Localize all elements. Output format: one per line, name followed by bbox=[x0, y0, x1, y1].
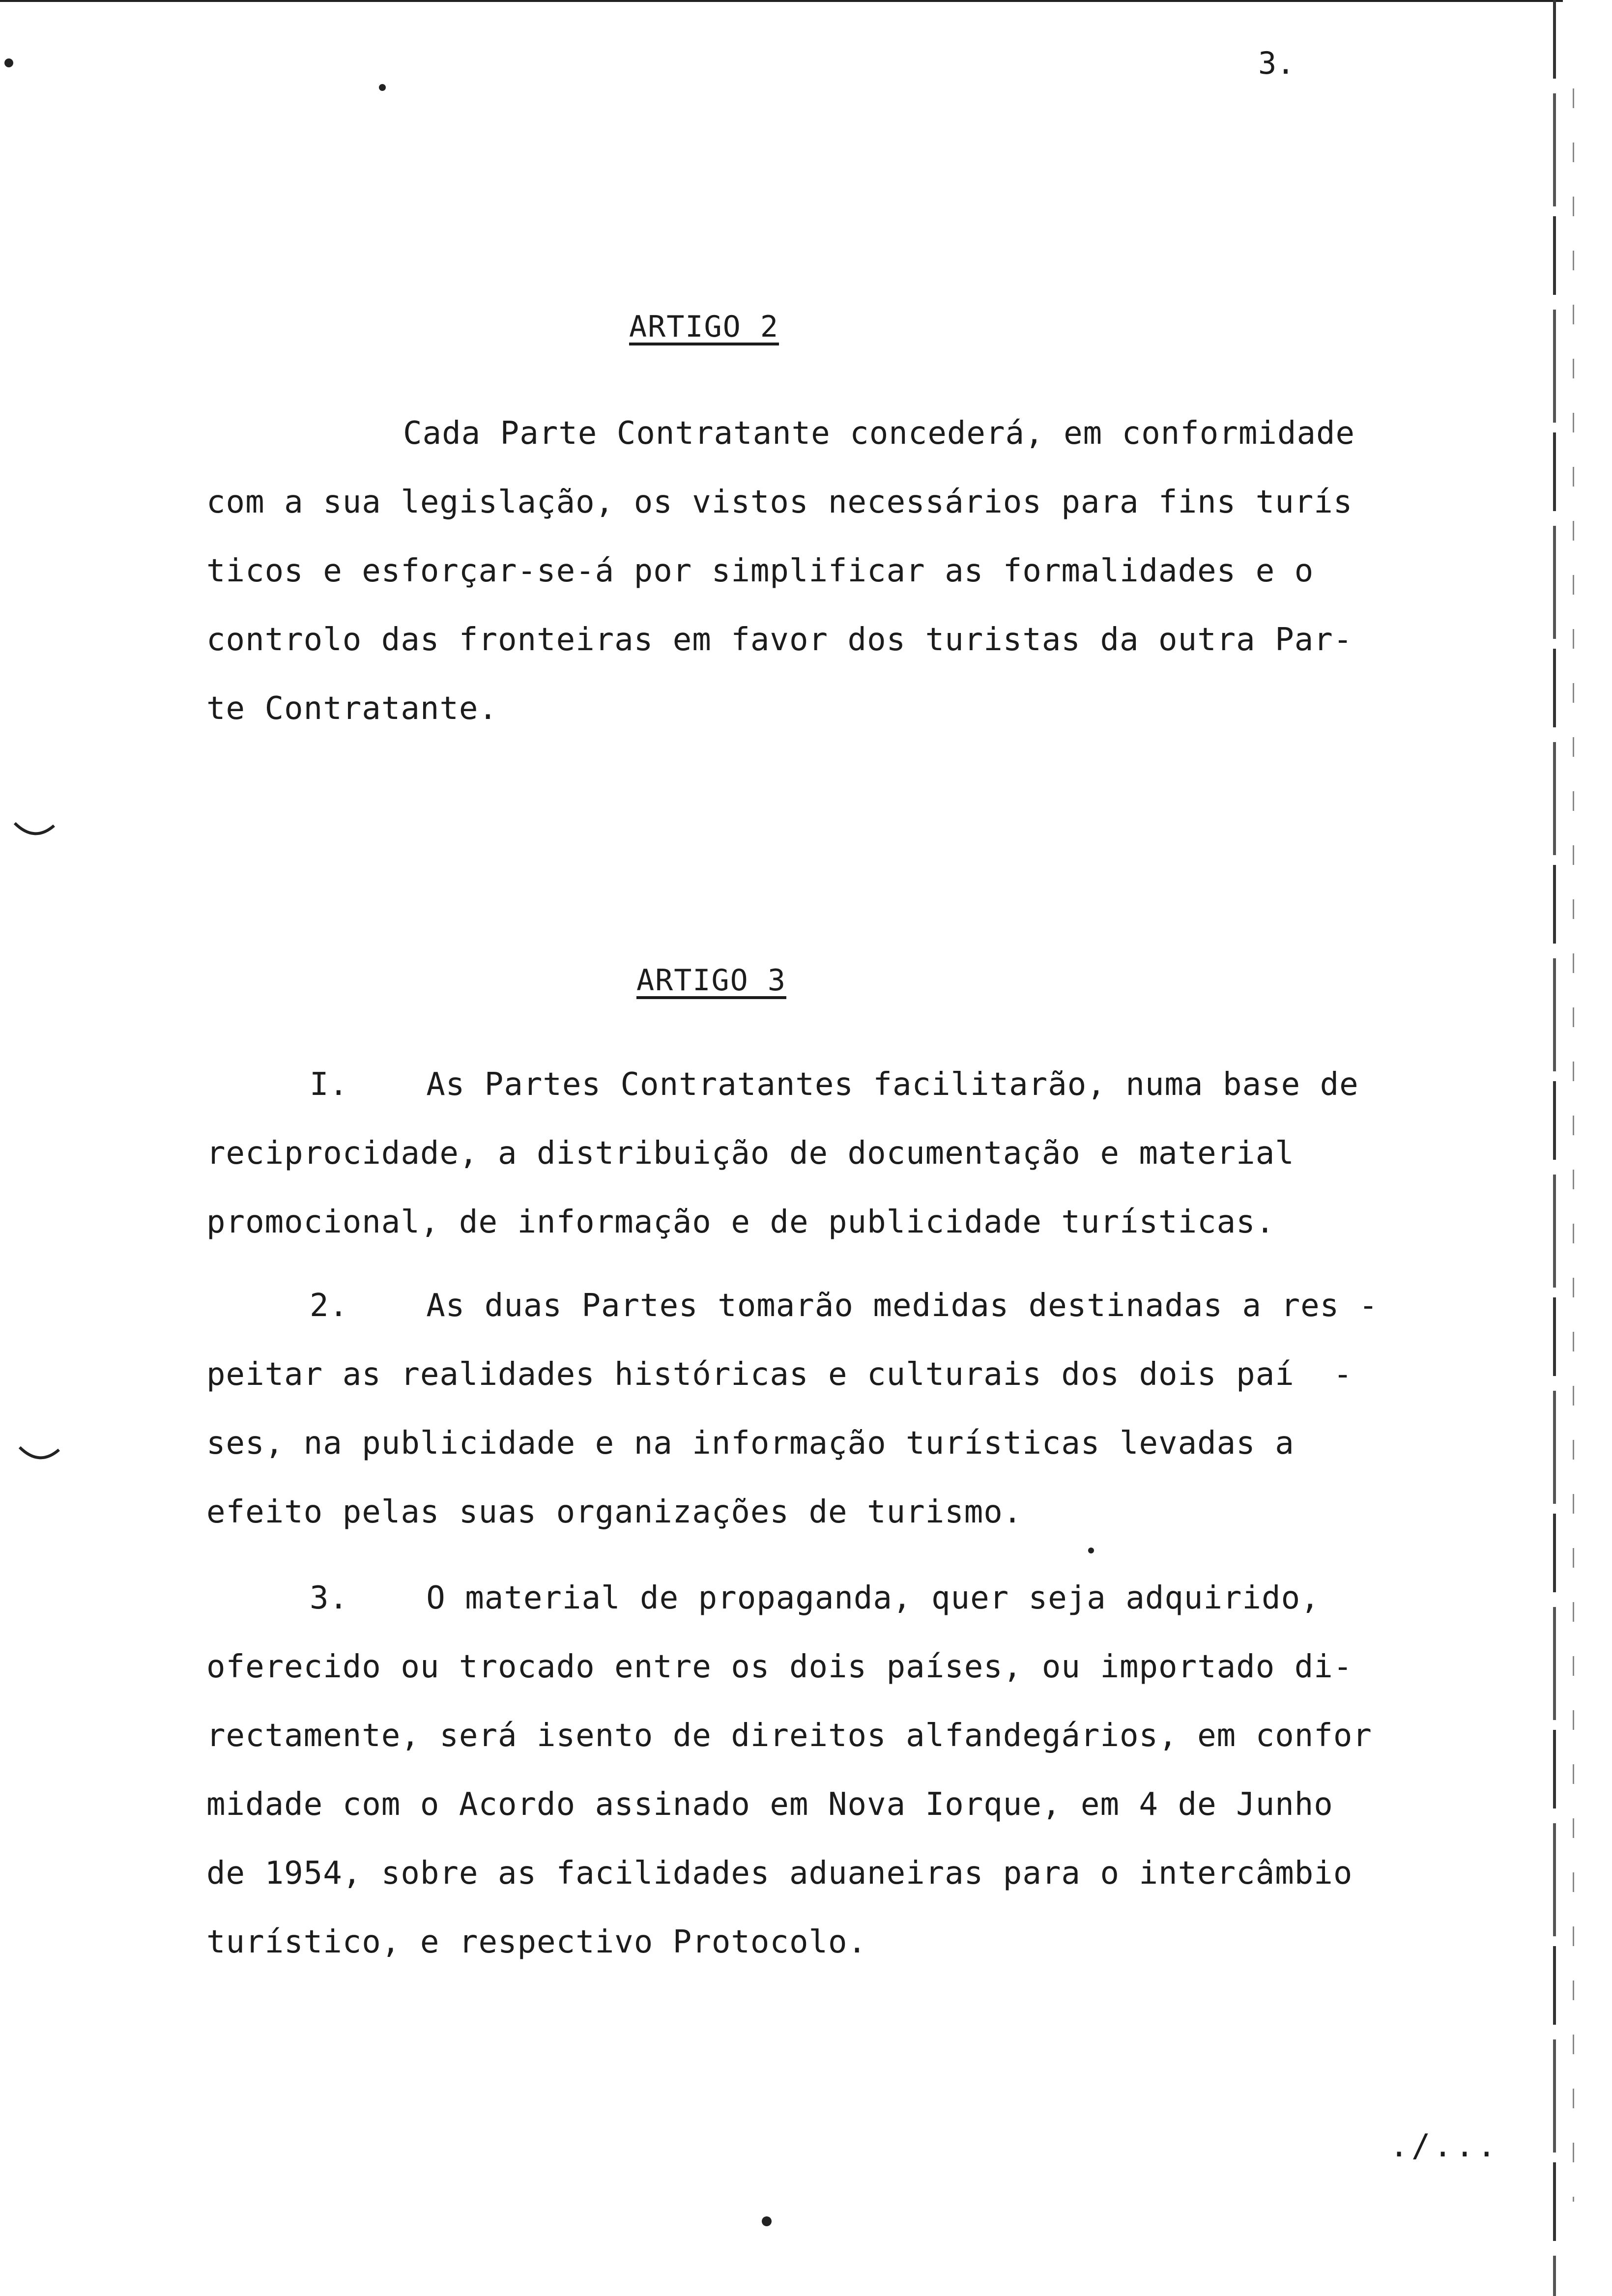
continuation-marker: ./... bbox=[1389, 2128, 1499, 2164]
article-3-paragraph-2-line: ses, na publicidade e na informação turísticas levadas a bbox=[206, 1425, 1295, 1462]
article-3-paragraph-3-line: midade com o Acordo assinado em Nova Iorque, em 4 de Junho bbox=[206, 1786, 1333, 1823]
article-3-paragraph-3-line: rectamente, será isento de direitos alfandegários, em confor bbox=[206, 1718, 1372, 1754]
article-2-line: Cada Parte Contratante concederá, em conformidade bbox=[403, 415, 1355, 452]
scan-right-edge-inner bbox=[1573, 88, 1574, 2202]
article-2-line: controlo das fronteiras em favor dos turistas da outra Par- bbox=[206, 622, 1353, 658]
article-3-paragraph-2-line: efeito pelas suas organizações de turismo. bbox=[206, 1494, 1023, 1530]
article-3-paragraph-1-line: promocional, de informação e de publicidade turísticas. bbox=[206, 1204, 1275, 1240]
article-3-paragraph-1-line: reciprocidade, a distribuição de documentação e material bbox=[206, 1135, 1295, 1172]
article-3-paragraph-2-line: 2. As duas Partes tomarão medidas destinadas a res - bbox=[310, 1288, 1379, 1324]
article-3-paragraph-3-line: 3. O material de propaganda, quer seja adquirido, bbox=[310, 1580, 1320, 1616]
page-number: 3. bbox=[1258, 45, 1295, 81]
article-3-paragraph-3-line: de 1954, sobre as facilidades aduaneiras para o intercâmbio bbox=[206, 1855, 1353, 1892]
article-3-paragraph-1-line: I. As Partes Contratantes facilitarão, numa base de bbox=[310, 1066, 1359, 1103]
article-3-paragraph-3-line: turístico, e respectivo Protocolo. bbox=[206, 1924, 867, 1960]
article-2-line: ticos e esforçar-se-á por simplificar as formalidades e o bbox=[206, 553, 1314, 589]
article-3-paragraph-2-line: peitar as realidades históricas e culturais dos dois paí - bbox=[206, 1356, 1353, 1393]
article-2-line: com a sua legislação, os vistos necessários para fins turís bbox=[206, 484, 1353, 520]
scan-right-edge bbox=[1553, 0, 1556, 2296]
article-2-heading: ARTIGO 2 bbox=[629, 310, 779, 344]
scan-top-border bbox=[0, 0, 1563, 2]
article-3-paragraph-3-line: oferecido ou trocado entre os dois países, ou importado di- bbox=[206, 1649, 1353, 1685]
article-3-heading: ARTIGO 3 bbox=[636, 963, 786, 998]
article-2-line: te Contratante. bbox=[206, 690, 498, 727]
